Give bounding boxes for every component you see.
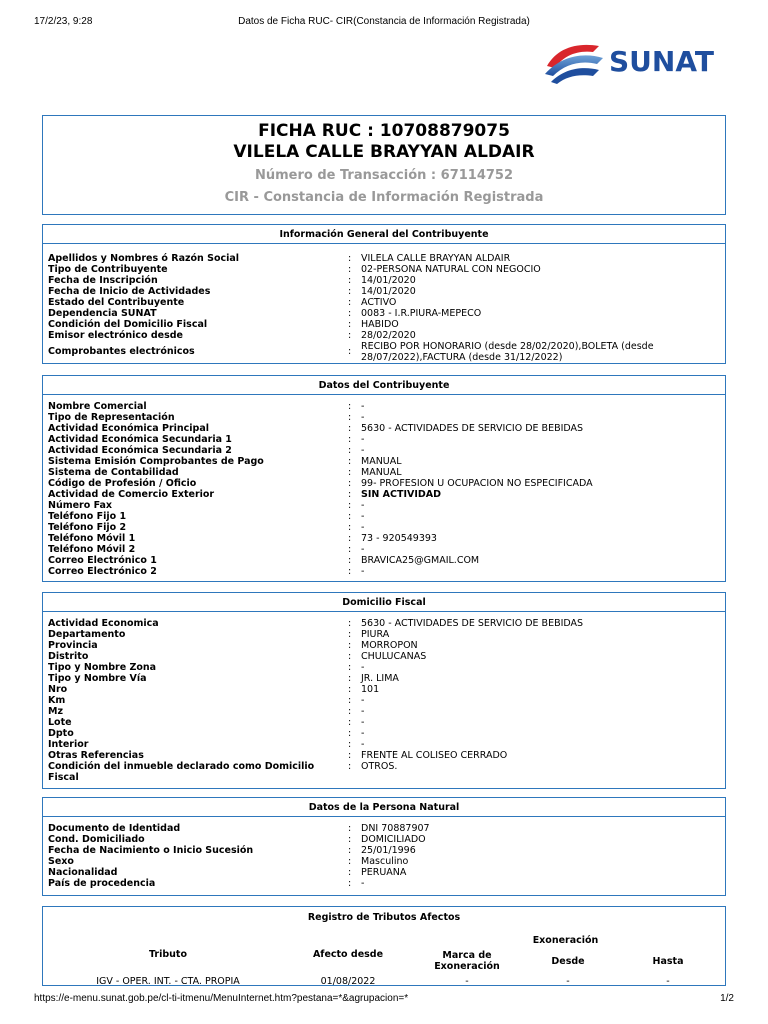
field-value: PERUANA bbox=[361, 867, 407, 878]
field-label: Lote bbox=[48, 717, 72, 728]
field-value: - bbox=[361, 717, 365, 728]
field-row bbox=[43, 423, 725, 434]
field-value: ACTIVO bbox=[361, 297, 397, 308]
section-title: Datos del Contribuyente bbox=[43, 376, 725, 395]
field-row bbox=[43, 319, 725, 330]
field-row bbox=[43, 695, 725, 706]
field-row bbox=[43, 856, 725, 867]
ruc-line: FICHA RUC : 10708879075 bbox=[258, 121, 510, 141]
general-info-section bbox=[42, 224, 726, 364]
field-label: Emisor electrónico desde bbox=[48, 330, 183, 341]
field-colon: : bbox=[348, 445, 352, 456]
field-row bbox=[43, 640, 725, 651]
print-footer bbox=[34, 993, 734, 1007]
field-label: Tipo y Nombre Zona bbox=[48, 662, 157, 673]
field-colon: : bbox=[348, 423, 352, 434]
field-label: Dpto bbox=[48, 728, 74, 739]
print-date: 17/2/23, 9:28 bbox=[34, 16, 93, 27]
fiscal-address-section bbox=[42, 592, 726, 789]
field-value: VILELA CALLE BRAYYAN ALDAIR bbox=[361, 253, 511, 264]
sunat-logo-icon bbox=[543, 38, 725, 84]
field-row bbox=[43, 456, 725, 467]
field-label: Teléfono Móvil 1 bbox=[48, 533, 136, 544]
field-label: Actividad de Comercio Exterior bbox=[48, 489, 215, 500]
field-label: Actividad Económica Principal bbox=[48, 423, 210, 434]
field-colon: : bbox=[348, 456, 352, 467]
field-value: - bbox=[361, 401, 365, 412]
marca-cell: - bbox=[465, 976, 469, 986]
field-value: - bbox=[361, 511, 365, 522]
contributor-data-section bbox=[42, 375, 726, 582]
field-label: Distrito bbox=[48, 651, 89, 662]
field-label: Condición del Domicilio Fiscal bbox=[48, 319, 208, 330]
field-colon: : bbox=[348, 500, 352, 511]
field-row bbox=[43, 662, 725, 673]
field-row bbox=[43, 717, 725, 728]
field-colon: : bbox=[348, 253, 352, 264]
page-number: 1/2 bbox=[720, 993, 734, 1004]
field-row bbox=[43, 533, 725, 544]
field-label: Otras Referencias bbox=[48, 750, 144, 761]
field-colon: : bbox=[348, 544, 352, 555]
field-colon: : bbox=[348, 522, 352, 533]
field-value: OTROS. bbox=[361, 761, 398, 772]
field-row bbox=[43, 618, 725, 629]
field-colon: : bbox=[348, 717, 352, 728]
field-value: - bbox=[361, 706, 365, 717]
field-row bbox=[43, 341, 725, 363]
field-value: RECIBO POR HONORARIO (desde 28/02/2020),BOLETA (desde 28/07/2022),FACTURA (desde 31/12/2022) bbox=[361, 341, 654, 363]
field-colon: : bbox=[348, 761, 352, 772]
field-label: Tipo de Contribuyente bbox=[48, 264, 168, 275]
field-colon: : bbox=[348, 330, 352, 341]
field-label: Nacionalidad bbox=[48, 867, 118, 878]
field-value: MORROPON bbox=[361, 640, 418, 651]
field-row bbox=[43, 401, 725, 412]
field-label: Estado del Contribuyente bbox=[48, 297, 185, 308]
field-colon: : bbox=[348, 834, 352, 845]
field-colon: : bbox=[348, 640, 352, 651]
field-label: Sistema Emisión Comprobantes de Pago bbox=[48, 456, 264, 467]
field-value: - bbox=[361, 728, 365, 739]
sunat-logo bbox=[543, 38, 725, 84]
field-value: - bbox=[361, 695, 365, 706]
field-label: Nombre Comercial bbox=[48, 401, 147, 412]
field-row bbox=[43, 330, 725, 341]
field-label: Actividad Economica bbox=[48, 618, 159, 629]
field-label: Documento de Identidad bbox=[48, 823, 181, 834]
field-label: Interior bbox=[48, 739, 89, 750]
field-colon: : bbox=[348, 695, 352, 706]
desde-cell: - bbox=[566, 976, 570, 986]
col-header-marca: Marca de Exoneración bbox=[434, 950, 500, 972]
field-label: Código de Profesión / Oficio bbox=[48, 478, 197, 489]
field-colon: : bbox=[348, 533, 352, 544]
field-colon: : bbox=[348, 673, 352, 684]
print-header bbox=[34, 16, 734, 30]
field-row bbox=[43, 684, 725, 695]
field-value: - bbox=[361, 434, 365, 445]
field-row bbox=[43, 761, 725, 783]
field-value: 25/01/1996 bbox=[361, 845, 416, 856]
field-value: PIURA bbox=[361, 629, 390, 640]
field-row bbox=[43, 489, 725, 500]
field-value: 5630 - ACTIVIDADES DE SERVICIO DE BEBIDAS bbox=[361, 618, 584, 629]
page-url: https://e-menu.sunat.gob.pe/cl-ti-itmenu/MenuInternet.htm?pestana=*&agrupacion=* bbox=[34, 993, 409, 1004]
field-value: 73 - 920549393 bbox=[361, 533, 437, 544]
ficha-header-box bbox=[42, 115, 726, 215]
field-label: Sexo bbox=[48, 856, 74, 867]
field-colon: : bbox=[348, 264, 352, 275]
field-label: Correo Electrónico 1 bbox=[48, 555, 157, 566]
field-label: Tipo y Nombre Vía bbox=[48, 673, 147, 684]
field-colon: : bbox=[348, 275, 352, 286]
field-row bbox=[43, 445, 725, 456]
field-label: Provincia bbox=[48, 640, 98, 651]
field-label: Comprobantes electrónicos bbox=[48, 346, 195, 357]
field-value: BRAVICA25@GMAIL.COM bbox=[361, 555, 480, 566]
field-label: Actividad Económica Secundaria 1 bbox=[48, 434, 232, 445]
field-colon: : bbox=[348, 297, 352, 308]
field-row bbox=[43, 264, 725, 275]
field-row bbox=[43, 297, 725, 308]
field-value: 14/01/2020 bbox=[361, 275, 416, 286]
field-label: Número Fax bbox=[48, 500, 113, 511]
field-colon: : bbox=[348, 845, 352, 856]
field-label: Dependencia SUNAT bbox=[48, 308, 157, 319]
field-row bbox=[43, 834, 725, 845]
field-label: Fecha de Nacimiento o Inicio Sucesión bbox=[48, 845, 254, 856]
hasta-cell: - bbox=[666, 976, 670, 986]
section-title: Información General del Contribuyente bbox=[43, 225, 725, 244]
field-label: Teléfono Móvil 2 bbox=[48, 544, 136, 555]
field-row bbox=[43, 511, 725, 522]
field-value: FRENTE AL COLISEO CERRADO bbox=[361, 750, 508, 761]
print-page-title: Datos de Ficha RUC- CIR(Constancia de Información Registrada) bbox=[238, 16, 530, 27]
field-colon: : bbox=[348, 867, 352, 878]
field-label: Tipo de Representación bbox=[48, 412, 175, 423]
field-label: Sistema de Contabilidad bbox=[48, 467, 179, 478]
field-label: Cond. Domiciliado bbox=[48, 834, 145, 845]
field-colon: : bbox=[348, 467, 352, 478]
field-row bbox=[43, 673, 725, 684]
field-colon: : bbox=[348, 728, 352, 739]
field-value: - bbox=[361, 500, 365, 511]
field-label: País de procedencia bbox=[48, 878, 156, 889]
field-row bbox=[43, 500, 725, 511]
field-value: 5630 - ACTIVIDADES DE SERVICIO DE BEBIDAS bbox=[361, 423, 584, 434]
field-value: - bbox=[361, 662, 365, 673]
field-value: - bbox=[361, 412, 365, 423]
field-colon: : bbox=[348, 308, 352, 319]
field-row bbox=[43, 286, 725, 297]
field-label: Apellidos y Nombres ó Razón Social bbox=[48, 253, 240, 264]
field-value: DNI 70887907 bbox=[361, 823, 430, 834]
taxes-section bbox=[42, 906, 726, 986]
field-label: Teléfono Fijo 1 bbox=[48, 511, 127, 522]
field-label: Mz bbox=[48, 706, 63, 717]
contributor-name: VILELA CALLE BRAYYAN ALDAIR bbox=[233, 142, 535, 162]
field-colon: : bbox=[348, 566, 352, 577]
field-row bbox=[43, 878, 725, 889]
field-value: 101 bbox=[361, 684, 380, 695]
field-colon: : bbox=[348, 629, 352, 640]
field-value: 28/02/2020 bbox=[361, 330, 416, 341]
field-colon: : bbox=[348, 412, 352, 423]
field-row bbox=[43, 750, 725, 761]
field-colon: : bbox=[348, 823, 352, 834]
field-value: Masculino bbox=[361, 856, 409, 867]
field-row bbox=[43, 467, 725, 478]
col-header-tributo: Tributo bbox=[148, 949, 187, 960]
field-row bbox=[43, 823, 725, 834]
field-label: Nro bbox=[48, 684, 68, 695]
field-colon: : bbox=[348, 555, 352, 566]
field-value: MANUAL bbox=[361, 467, 402, 478]
col-header-hasta: Hasta bbox=[652, 956, 684, 967]
field-row bbox=[43, 706, 725, 717]
field-value: HABIDO bbox=[361, 319, 399, 330]
field-row bbox=[43, 555, 725, 566]
field-value: - bbox=[361, 445, 365, 456]
field-label: Correo Electrónico 2 bbox=[48, 566, 157, 577]
field-value: MANUAL bbox=[361, 456, 402, 467]
field-row bbox=[43, 867, 725, 878]
field-value: - bbox=[361, 522, 365, 533]
field-colon: : bbox=[348, 478, 352, 489]
field-row bbox=[43, 566, 725, 577]
field-row bbox=[43, 478, 725, 489]
section-title: Domicilio Fiscal bbox=[43, 593, 725, 612]
field-colon: : bbox=[348, 706, 352, 717]
field-colon: : bbox=[348, 662, 352, 673]
field-label: Actividad Económica Secundaria 2 bbox=[48, 445, 232, 456]
field-value: JR. LIMA bbox=[361, 673, 399, 684]
field-value: DOMICILIADO bbox=[361, 834, 426, 845]
field-row bbox=[43, 275, 725, 286]
afecto-desde-cell: 01/08/2022 bbox=[320, 976, 376, 986]
col-header-desde: Desde bbox=[551, 956, 585, 967]
field-value: 14/01/2020 bbox=[361, 286, 416, 297]
field-row bbox=[43, 728, 725, 739]
field-colon: : bbox=[348, 511, 352, 522]
field-value: SIN ACTIVIDAD bbox=[361, 489, 441, 500]
field-value: 99- PROFESION U OCUPACION NO ESPECIFICADA bbox=[361, 478, 593, 489]
field-row bbox=[43, 522, 725, 533]
col-header-afecto-desde: Afecto desde bbox=[312, 949, 384, 960]
field-value: 02-PERSONA NATURAL CON NEGOCIO bbox=[361, 264, 541, 275]
field-value: - bbox=[361, 878, 365, 889]
field-colon: : bbox=[348, 319, 352, 330]
field-value: 0083 - I.R.PIURA-MEPECO bbox=[361, 308, 482, 319]
field-colon: : bbox=[348, 346, 352, 357]
field-colon: : bbox=[348, 618, 352, 629]
field-value: - bbox=[361, 739, 365, 750]
field-colon: : bbox=[348, 750, 352, 761]
field-value: - bbox=[361, 544, 365, 555]
field-colon: : bbox=[348, 856, 352, 867]
transaction-number: Número de Transacción : 67114752 bbox=[254, 168, 514, 183]
field-row bbox=[43, 544, 725, 555]
logo-text: SUNAT bbox=[609, 45, 714, 78]
field-row bbox=[43, 629, 725, 640]
field-row bbox=[43, 434, 725, 445]
natural-person-section bbox=[42, 797, 726, 896]
field-label: Fecha de Inscripción bbox=[48, 275, 158, 286]
field-row bbox=[43, 253, 725, 264]
field-label: Departamento bbox=[48, 629, 126, 640]
tributo-cell: IGV - OPER. INT. - CTA. PROPIA bbox=[96, 976, 240, 986]
field-colon: : bbox=[348, 651, 352, 662]
field-colon: : bbox=[348, 286, 352, 297]
field-label: Fecha de Inicio de Actividades bbox=[48, 286, 211, 297]
cir-subtitle: CIR - Constancia de Información Registrada bbox=[224, 190, 544, 205]
field-row bbox=[43, 845, 725, 856]
field-row bbox=[43, 739, 725, 750]
field-row bbox=[43, 412, 725, 423]
field-label: Km bbox=[48, 695, 66, 706]
field-colon: : bbox=[348, 739, 352, 750]
field-colon: : bbox=[348, 401, 352, 412]
section-title: Datos de la Persona Natural bbox=[43, 798, 725, 817]
field-colon: : bbox=[348, 489, 352, 500]
field-label: Condición del inmueble declarado como Domicilio Fiscal bbox=[48, 761, 315, 783]
field-row bbox=[43, 651, 725, 662]
field-colon: : bbox=[348, 434, 352, 445]
field-colon: : bbox=[348, 878, 352, 889]
col-header-exoneracion: Exoneración bbox=[532, 935, 599, 946]
field-row bbox=[43, 308, 725, 319]
field-value: CHULUCANAS bbox=[361, 651, 427, 662]
section-title: Registro de Tributos Afectos bbox=[307, 912, 461, 923]
field-colon: : bbox=[348, 684, 352, 695]
field-value: - bbox=[361, 566, 365, 577]
field-label: Teléfono Fijo 2 bbox=[48, 522, 127, 533]
